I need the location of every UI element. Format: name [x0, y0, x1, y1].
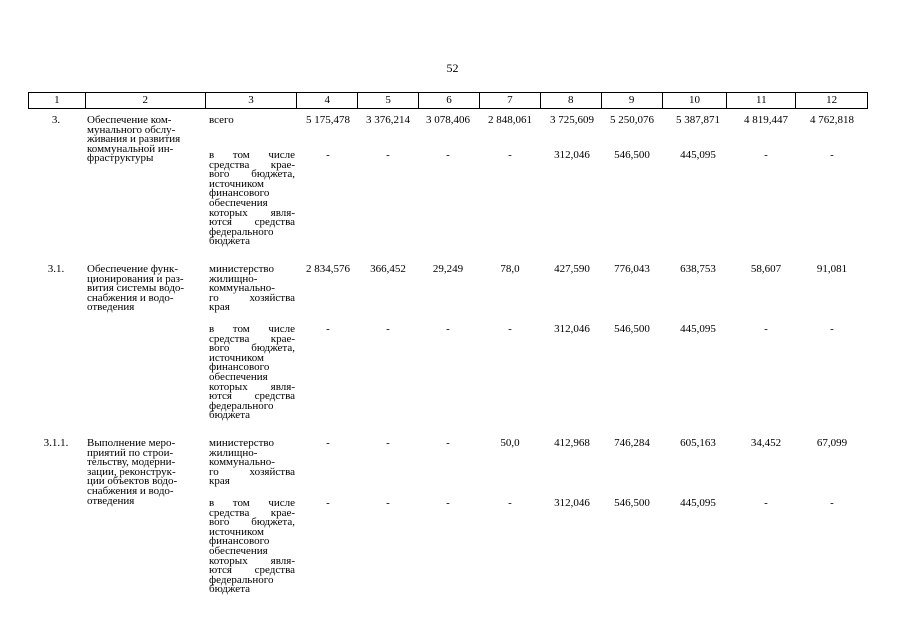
value-cell: 746,284	[614, 437, 650, 449]
row-number: 3.1.	[47, 263, 65, 275]
value-cell: 91,081	[816, 263, 848, 275]
funding-source-line: коммунально-	[209, 282, 275, 295]
value-cell: -	[446, 497, 450, 509]
value-cell: 3 725,609	[550, 114, 594, 126]
value-cell: 312,046	[554, 323, 590, 335]
funding-source-line: обеспечения	[209, 197, 268, 209]
funding-source-line: источником	[209, 525, 264, 538]
value-cell: 29,249	[432, 263, 464, 275]
value-cell: -	[764, 323, 768, 335]
value-cell: -	[446, 323, 450, 335]
activity-name-line: Выполнение меро-	[87, 437, 176, 449]
value-cell: 2 834,576	[306, 263, 350, 275]
activity-name-line: вития системы водо-	[87, 282, 185, 295]
funding-source-line: бюджета	[209, 235, 251, 248]
value-cell: 4 762,818	[810, 114, 854, 126]
value-cell: 546,500	[614, 149, 650, 161]
funding-source-line: ются средства	[209, 390, 295, 403]
header-cell: 6	[419, 93, 480, 108]
header-cell: 3	[206, 93, 298, 108]
value-cell: 776,043	[614, 263, 650, 275]
header-cell: 10	[663, 93, 728, 108]
value-cell: 67,099	[816, 437, 848, 449]
value-cell: 638,753	[680, 263, 716, 275]
value-cell: 78,0	[500, 263, 520, 275]
value-cell: 605,163	[680, 437, 716, 449]
funding-source-line: вого бюджета,	[209, 168, 295, 181]
row-number: 3.1.1.	[43, 437, 69, 449]
value-cell: -	[446, 437, 450, 449]
value-cell: 366,452	[370, 263, 406, 275]
funding-source-line: которых явля-	[209, 206, 295, 219]
table-header	[28, 92, 868, 109]
value-cell: -	[764, 497, 768, 509]
value-cell: 5 387,871	[676, 114, 720, 126]
activity-name-line: мунального обслу-	[87, 123, 176, 136]
funding-source-line: финансового	[209, 187, 270, 200]
funding-source-line: источником	[209, 177, 264, 190]
value-cell: -	[830, 497, 834, 509]
value-cell: 546,500	[614, 497, 650, 509]
funding-source-line: которых явля-	[209, 380, 295, 393]
value-cell: 546,500	[614, 323, 650, 335]
funding-source-line: финансового	[209, 361, 270, 374]
funding-source-line: ются средства	[209, 216, 295, 229]
activity-name-line: отведения	[87, 301, 135, 314]
funding-source-line: всего	[209, 114, 234, 126]
funding-source-line: в том числе	[209, 323, 295, 335]
value-cell: -	[386, 149, 390, 161]
value-cell: 34,452	[750, 437, 782, 449]
funding-source-line: вого бюджета,	[209, 342, 295, 355]
activity-name-line: ции объектов водо-	[87, 475, 178, 488]
funding-source-line: источником	[209, 351, 264, 364]
funding-source-line: жилищно-	[209, 272, 258, 285]
value-cell: -	[326, 497, 330, 509]
header-cell: 1	[29, 93, 86, 108]
funding-source-line: федерального	[209, 573, 274, 586]
value-cell: 3 078,406	[426, 114, 470, 126]
funding-source-line: министерство	[209, 263, 275, 275]
funding-source-line: министерство	[209, 437, 275, 449]
value-cell: 312,046	[554, 497, 590, 509]
activity-name-line: фраструктуры	[87, 152, 154, 165]
activity-name-line: ционирования и раз-	[87, 272, 184, 285]
value-cell: 427,590	[554, 263, 590, 275]
funding-source-line: обеспечения	[209, 545, 268, 557]
header-cell: 4	[297, 93, 358, 108]
header-cell: 7	[480, 93, 541, 108]
funding-source-line: средства крае-	[209, 332, 295, 345]
value-cell: 445,095	[680, 497, 716, 509]
funding-source-line: го хозяйства	[209, 291, 295, 304]
value-cell: -	[764, 149, 768, 161]
value-cell: 445,095	[680, 149, 716, 161]
activity-name-line: снабжения и водо-	[87, 485, 174, 497]
value-cell: 412,968	[554, 437, 590, 449]
page-number: 52	[446, 61, 459, 75]
funding-source-line: края	[209, 301, 230, 314]
activity-name-line: зации, реконструк-	[87, 465, 176, 478]
value-cell: -	[386, 323, 390, 335]
funding-source-line: в том числе	[209, 149, 295, 161]
value-cell: -	[386, 497, 390, 509]
funding-source-line: коммунально-	[209, 456, 275, 469]
funding-source-line: бюджета	[209, 583, 251, 596]
activity-name-line: коммунальной ин-	[87, 142, 174, 155]
value-cell: 5 175,478	[306, 114, 350, 126]
value-cell: -	[326, 437, 330, 449]
value-cell: 5 250,076	[610, 114, 654, 126]
header-cell: 12	[826, 94, 838, 106]
activity-name-line: снабжения и водо-	[87, 291, 174, 304]
funding-source-line: края	[209, 475, 230, 488]
header-cell: 8	[541, 93, 602, 108]
value-cell: -	[508, 323, 512, 335]
funding-source-line: го хозяйства	[209, 465, 295, 478]
row-number: 3.	[51, 114, 61, 126]
funding-source-line: ются средства	[209, 564, 295, 577]
funding-source-line: федерального	[209, 225, 274, 238]
value-cell: -	[326, 323, 330, 335]
header-cell: 11	[727, 93, 796, 108]
funding-source-line: средства крае-	[209, 506, 295, 519]
value-cell: 58,607	[750, 263, 782, 275]
value-cell: 4 819,447	[744, 114, 788, 126]
value-cell: 445,095	[680, 323, 716, 335]
activity-name-line: живания и развития	[87, 133, 181, 146]
value-cell: -	[508, 497, 512, 509]
value-cell: -	[830, 149, 834, 161]
value-cell: 50,0	[500, 437, 520, 449]
value-cell: -	[830, 323, 834, 335]
header-cell: 2	[86, 93, 206, 108]
funding-source-line: федерального	[209, 399, 274, 412]
funding-source-line: жилищно-	[209, 446, 258, 459]
funding-source-line: обеспечения	[209, 371, 268, 383]
funding-source-line: в том числе	[209, 497, 295, 509]
funding-source-line: которых явля-	[209, 554, 295, 567]
value-cell: -	[386, 437, 390, 449]
header-cell: 9	[602, 93, 663, 108]
funding-source-line: бюджета	[209, 409, 251, 422]
value-cell: 2 848,061	[488, 114, 532, 126]
activity-name-line: приятий по строи-	[87, 446, 174, 459]
activity-name-line: Обеспечение функ-	[87, 263, 178, 275]
value-cell: -	[446, 149, 450, 161]
value-cell: -	[508, 149, 512, 161]
funding-source-line: вого бюджета,	[209, 516, 295, 529]
activity-name-line: отведения	[87, 494, 135, 507]
value-cell: -	[326, 149, 330, 161]
funding-source-line: средства крае-	[209, 158, 295, 171]
activity-name-line: Обеспечение ком-	[87, 114, 172, 126]
funding-source-line: финансового	[209, 535, 270, 548]
value-cell: 3 376,214	[366, 114, 410, 126]
activity-name-line: тельству, модерни-	[87, 456, 176, 469]
value-cell: 312,046	[554, 149, 590, 161]
header-cell: 5	[358, 93, 419, 108]
